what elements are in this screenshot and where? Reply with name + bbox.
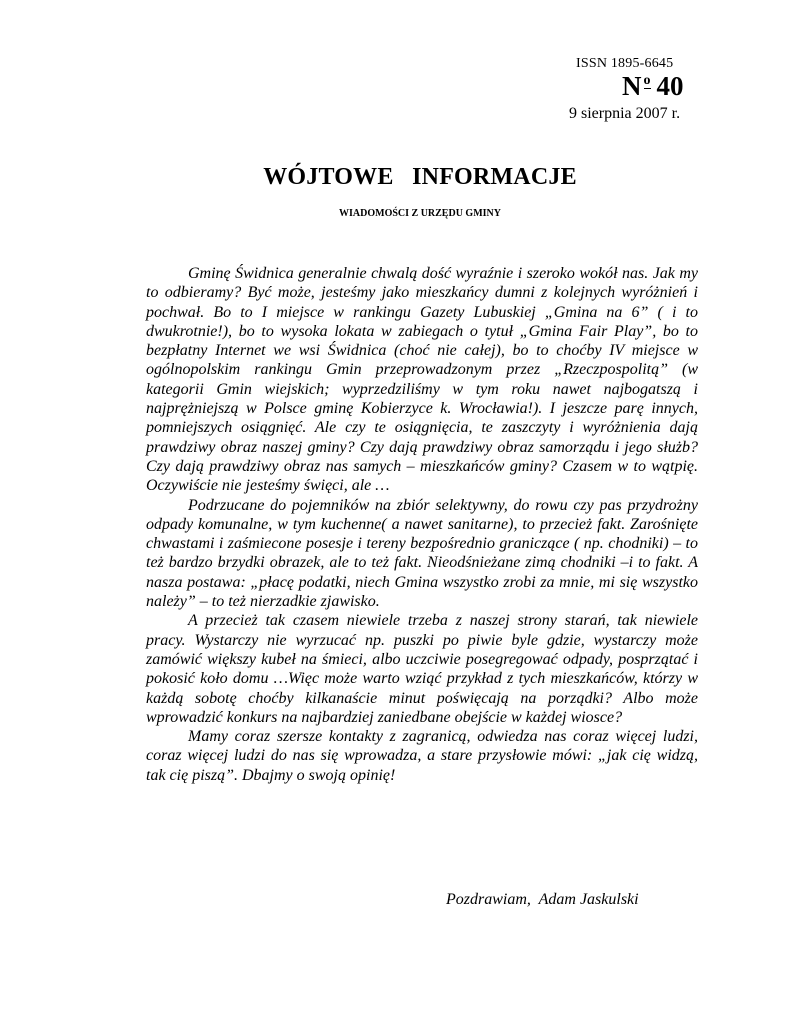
issue-number (622, 72, 684, 102)
page-title: WÓJTOWE INFORMACJE (263, 164, 577, 190)
article-paragraph: Gminę Świdnica generalnie chwalą dość wyraźnie i szeroko wokół nas. Jak my to odbieramy? Być może, jesteśmy jako mieszkańcy dumni z kolejnych wyróżnień i pochwał. Bo to I miejsce w rankingu Gazety Lubuskiej „Gmina na 6” ( i to dwukrotnie!), bo to wysoka lokata w zabiegach o tytuł „Gmina Fair Play”, bo to bezpłatny Internet we wsi Świdnica (choć nie całej), bo to choćby IV miejsce w ogólnopolskim rankingu Gmin przeprowadzonym przez „Rzeczpospolitą” (w kategorii Gmin wiejskich; wyprzedziliśmy w tym roku nawet najbogatszą i najprężniejszą w Polsce gminę Kobierzyce k. Wrocławia!). I jeszcze parę innych, pomniejszych osiągnięć. Ale czy te osiągnięcia, te zaszczyty i wyróżnienia dają prawdziwy obraz naszej gminy? Czy dają prawdziwy obraz samorządu i jego służb? Czy dają prawdziwy obraz nas samych – mieszkańców gminy? Czasem w to wątpię. Oczywiście nie jesteśmy święci, ale … (146, 265, 698, 495)
issn-number: ISSN 1895-6645 (576, 56, 674, 71)
issue-prefix: N (622, 71, 642, 101)
issue-marker: o (643, 73, 651, 88)
issue-number-value: 40 (656, 71, 684, 101)
article-paragraph: Podrzucane do pojemników na zbiór selektywny, do rowu czy pas przydrożny odpady komunalne, w tym kuchenne( a nawet sanitarne), to przecież fakt. Zarośnięte chwastami i zaśmiecone posesje i tereny bezpośrednio graniczące ( np. chodniki) – to też bardzo brzydki obrazek, ale to też fakt. Nieodśnieżane zimą chodniki –i to fakt. A nasza postawa: „płacę podatki, niech Gmina wszystko zrobi za mnie, mi się wszystko należy” – to też nierzadkie zjawisko. (146, 496, 698, 611)
page-subtitle: WIADOMOŚCI Z URZĘDU GMINY (339, 208, 501, 219)
article-body (146, 264, 698, 785)
article-paragraph: Mamy coraz szersze kontakty z zagranicą, odwiedza nas coraz więcej ludzi, coraz więcej ludzi do nas się wprowadza, a stare przysłowie mówi: „jak cię widzą, tak cię piszą”. Dbajmy o swoją opinię! (146, 728, 698, 784)
issue-date: 9 sierpnia 2007 r. (569, 105, 681, 122)
article-paragraph: A przecież tak czasem niewiele trzeba z naszej strony starań, tak niewiele pracy. Wystarczy nie wyrzucać np. puszki po piwie byle gdzie, wystarczy może zamówić większy kubeł na śmieci, albo uczciwie posegregować odpady, posprzątać i pokosić koło domu …Więc może warto wziąć przykład z tych mieszkańców, którzy w każdą sobotę choćby kilkanaście minut poświęcają na porządki? Albo może wprowadzić konkurs na najbardziej zaniedbane obejście w każdej wiosce? (146, 612, 698, 726)
signature: Pozdrawiam, Adam Jaskulski (446, 891, 639, 908)
